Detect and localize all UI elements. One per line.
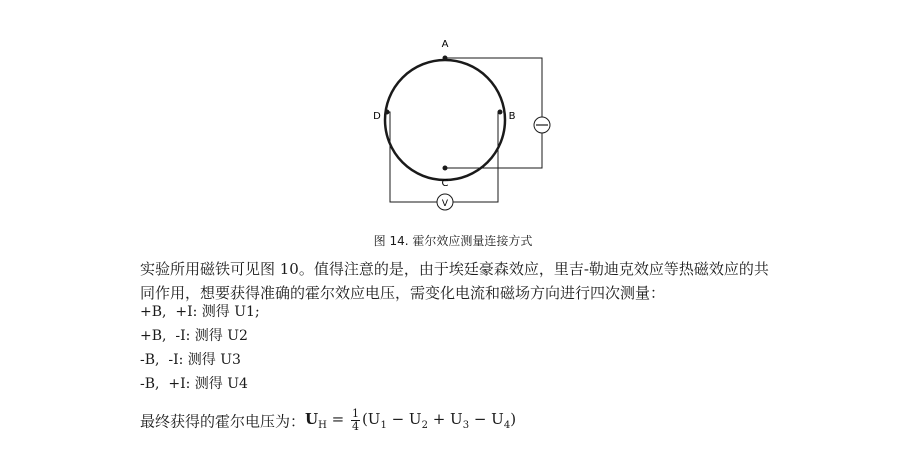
formula-op-1: − U (386, 410, 422, 428)
circuit-svg (360, 30, 560, 220)
figure-caption: 图 14. 霍尔效应测量连接方式 (373, 234, 533, 248)
formula-sub-1: 1 (380, 420, 387, 431)
formula-fraction (351, 408, 360, 433)
body-paragraph: 实验所用磁铁可见图 10。值得注意的是，由于埃廷豪森效应，里吉-勒迪克效应等热磁效应的共同作用，想要获得准确的霍尔效应电压，需变化电流和磁场方向进行四次测量： (140, 260, 769, 302)
formula-op-2: + U (427, 410, 463, 428)
current-loop-wire (445, 58, 542, 168)
label-b: B (508, 111, 516, 122)
measurement-item-4: -B, +I: 测得 U4 (140, 376, 248, 392)
label-a: A (441, 39, 449, 50)
terminal-c (443, 166, 448, 171)
voltmeter-wire-left (387, 112, 437, 202)
measurement-item-2: +B, -I: 测得 U2 (140, 328, 248, 344)
terminal-b (498, 110, 503, 115)
formula-equals: = (326, 410, 349, 428)
formula-sub-3: 3 (462, 420, 470, 431)
formula-sub-4: 4 (503, 420, 511, 431)
formula-sub-2: 2 (421, 420, 428, 431)
measurement-item-1: +B, +I: 测得 U1; (140, 304, 260, 320)
formula-op-3: − U (469, 410, 504, 428)
measurement-item-3: -B, -I: 测得 U3 (140, 352, 241, 368)
fraction-denominator: 4 (351, 419, 359, 433)
formula-lhs-sub: H (318, 420, 327, 431)
formula-open: (U (361, 410, 381, 428)
formula-lhs: U (305, 410, 319, 428)
label-c: C (441, 178, 449, 189)
terminal-d (385, 110, 390, 115)
label-d: D (373, 111, 381, 122)
terminal-a (443, 56, 448, 61)
hall-effect-circuit-diagram (360, 30, 560, 220)
sample-disc (385, 60, 505, 180)
result-prefix: 最终获得的霍尔电压为： (140, 412, 306, 431)
measurement-list (140, 300, 260, 396)
fraction-numerator: 1 (351, 406, 359, 420)
formula-close: ) (510, 410, 517, 428)
hall-voltage-formula (305, 404, 516, 441)
hall-voltage-result (140, 404, 516, 441)
voltmeter-label: V (441, 199, 449, 209)
